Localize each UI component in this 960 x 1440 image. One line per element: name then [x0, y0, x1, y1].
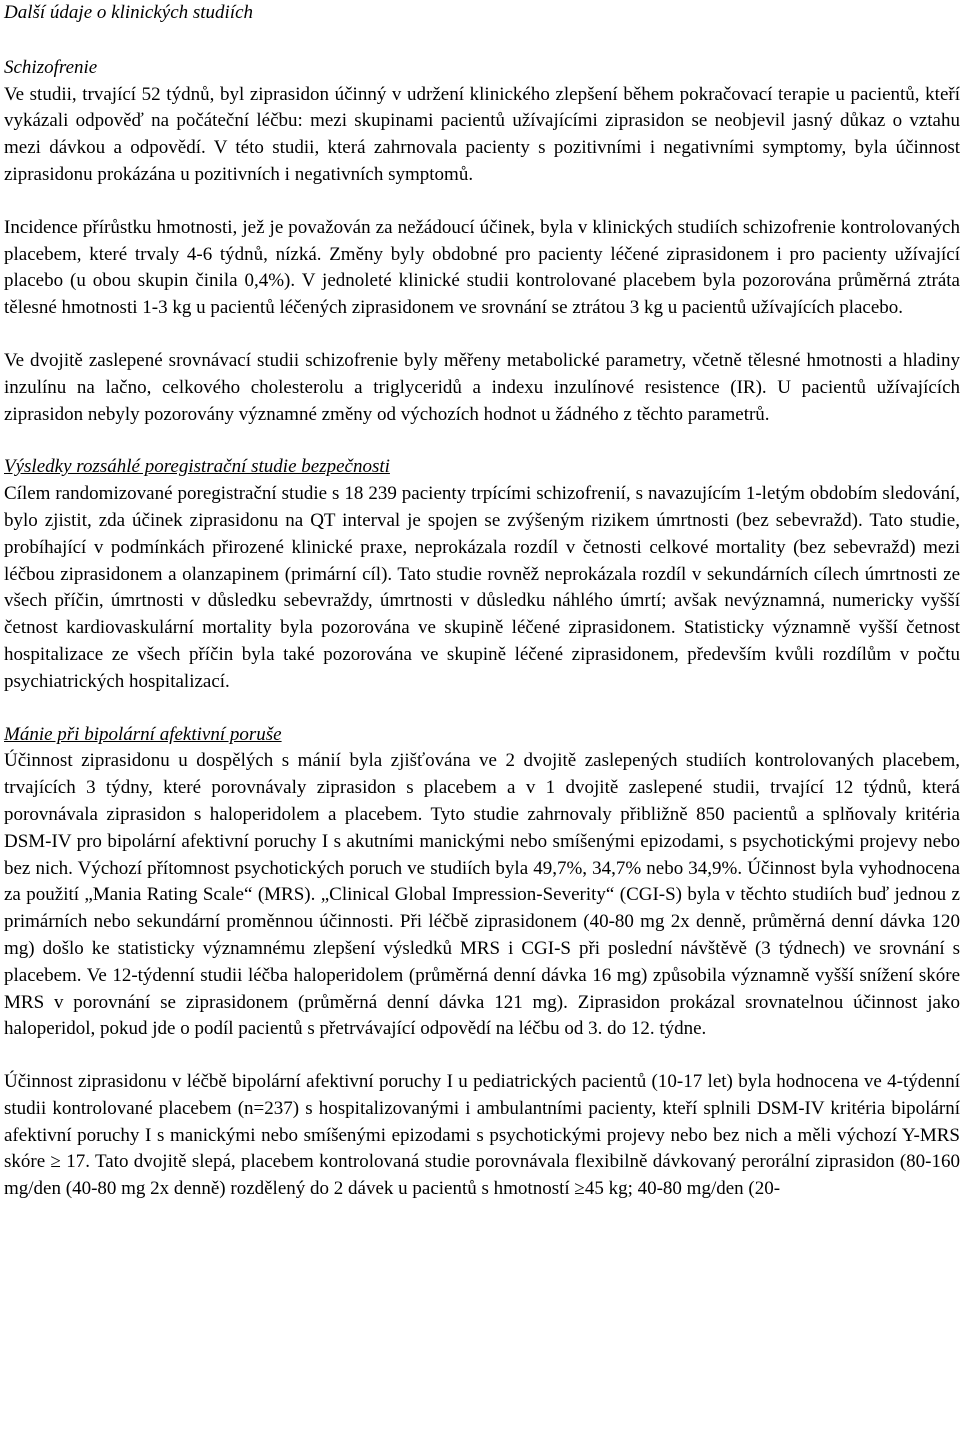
- paragraph: Incidence přírůstku hmotnosti, jež je považován za nežádoucí účinek, byla v klinických studiích schizofrenie kontrolovaných placebem, které trvaly 4-6 týdnů, nízká. Změny byly obdobné pro pacienty léčené ziprasidonem i pro pacienty užívající placebo (u obou skupin činila 0,4%). V jednoleté klinické studii kontrolované placebem byla pozorována průměrná ztráta tělesné hmotnosti 1-3 kg u pacientů léčených ziprasidonem ve srovnání se ztrátou 3 kg u pacientů užívajících placebo.: [4, 216, 960, 319]
- spacer: [4, 696, 960, 722]
- document-title: Další údaje o klinických studiích: [4, 2, 254, 23]
- section-heading: Výsledky rozsáhlé poregistrační studie bezpečnosti: [4, 456, 390, 478]
- paragraph: Účinnost ziprasidonu u dospělých s mánií byla zjišťována ve 2 dvojitě zaslepených studiích kontrolovaných placebem, trvajících 3 týdny, které porovnávaly ziprasidon s placebem a v 1 dvojitě zaslepené studii, trvající 12 týdnů, která porovnávala ziprasidon s haloperidolem a placebem. Tyto studie zahrnovaly přibližně 850 pacientů a splňovaly kritéria DSM-IV pro bipolární afektivní poruchy I s akutními manickými nebo smíšenými epizodami, s psychotickými projevy nebo bez nich. Výchozí přítomnost psychotických poruch ve studiích byla 49,7%, 34,7% nebo 34,9%. Účinnost byla vyhodnocena za použití „Mania Rating Scale“ (MRS). „Clinical Global Impression-Severity“ (CGI-S) byla v těchto studiích buď jednou z primárních nebo sekundární proměnnou účinnosti. Při léčbě ziprasidonem (40-80 mg 2x denně, průměrná denní dávka 120 mg) došlo ke statisticky významnému zlepšení výsledků MRS i CGI-S při poslední návštěvě (3 týdnech) ve srovnání s placebem. Ve 12-týdenní studii léčba haloperidolem (průměrná denní dávka 16 mg) způsobila významně vyšší snížení skóre MRS v porovnání se ziprasidonem (průměrná denní dávka 121 mg). Ziprasidon prokázal srovnatelnou účinnost jako haloperidol, pokud jde o podíl pacientů s přetrvávající odpovědí na léčbu od 3. do 12. týdne.: [4, 750, 960, 1040]
- spacer: [4, 322, 960, 348]
- section-bipolar-mania: [4, 722, 960, 1204]
- spacer: [4, 428, 960, 454]
- spacer: [4, 1043, 960, 1069]
- paragraph: Ve dvojitě zaslepené srovnávací studii schizofrenie byly měřeny metabolické parametry, včetně tělesné hmotnosti a hladiny inzulínu na lačno, celkového cholesterolu a triglyceridů a indexu inzulínové resistence (IR). U pacientů užívajících ziprasidon nebyly pozorovány významné změny od výchozích hodnot u žádného z těchto parametrů.: [4, 349, 960, 425]
- paragraph: Ve studii, trvající 52 týdnů, byl ziprasidon účinný v udržení klinického zlepšení během pokračovací terapie u pacientů, kteří vykázali odpověď na počáteční léčbu: mezi skupinami pacientů užívajícími ziprasidon se neobjevil jasný důkaz o vztahu mezi dávkou a odpovědí. V této studii, která zahrnovala pacienty s pozitivními i negativními symptomy, byla účinnost ziprasidonu prokázána u pozitivních i negativních symptomů.: [4, 83, 960, 185]
- section-post-registration-study: [4, 454, 960, 695]
- paragraph: Cílem randomizované poregistrační studie s 18 239 pacienty trpícími schizofrenií, s navazujícím 1-letým obdobím sledování, bylo zjistit, zda účinek ziprasidonu na QT interval je spojen se zvýšeným rizikem úmrtnosti (bez sebevražd). Tato studie, probíhající v podmínkách přirozené klinické praxe, neprokázala rozdíl v četnosti celkové mortality (bez sebevražd) mezi léčbou ziprasidonem a olanzapinem (primární cíl). Tato studie rovněž neprokázala rozdíl v sekundárních cílech úmrtnosti ze všech příčin, úmrtnosti v důsledku sebevraždy, úmrtnosti v důsledku náhlého úmrtí; avšak nevýznamná, numericky vyšší četnost kardiovaskulární mortality byla pozorována ve skupině léčené ziprasidonem. Statisticky významně vyšší četnost hospitalizace ze všech příčin byla také pozorována ve skupině léčené ziprasidonem, především kvůli rozdílům v počtu psychiatrických hospitalizací.: [4, 483, 960, 692]
- section-schizophrenia: [4, 55, 960, 429]
- section-heading: Mánie při bipolární afektivní poruše: [4, 723, 282, 745]
- paragraph: Účinnost ziprasidonu v léčbě bipolární afektivní poruchy I u pediatrických pacientů (10-17 let) byla hodnocena ve 4-týdenní studii kontrolované placebem (n=237) s hospitalizovanými i ambulantními pacienty, kteří splnili DSM-IV kritéria bipolární afektivní poruchy I s manickými nebo smíšenými epizodami s psychotickými projevy nebo bez nich a měli výchozí Y-MRS skóre ≥ 17. Tato dvojitě slepá, placebem kontrolovaná studie porovnávala flexibilně dávkovaný perorální ziprasidon (80-160 mg/den (40-80 mg 2x denně) rozdělený do 2 dávek u pacientů s hmotností ≥45 kg; 40-80 mg/den (20-: [4, 1071, 960, 1200]
- spacer: [4, 189, 960, 215]
- spacer: [4, 27, 960, 55]
- section-heading: Schizofrenie: [4, 56, 98, 78]
